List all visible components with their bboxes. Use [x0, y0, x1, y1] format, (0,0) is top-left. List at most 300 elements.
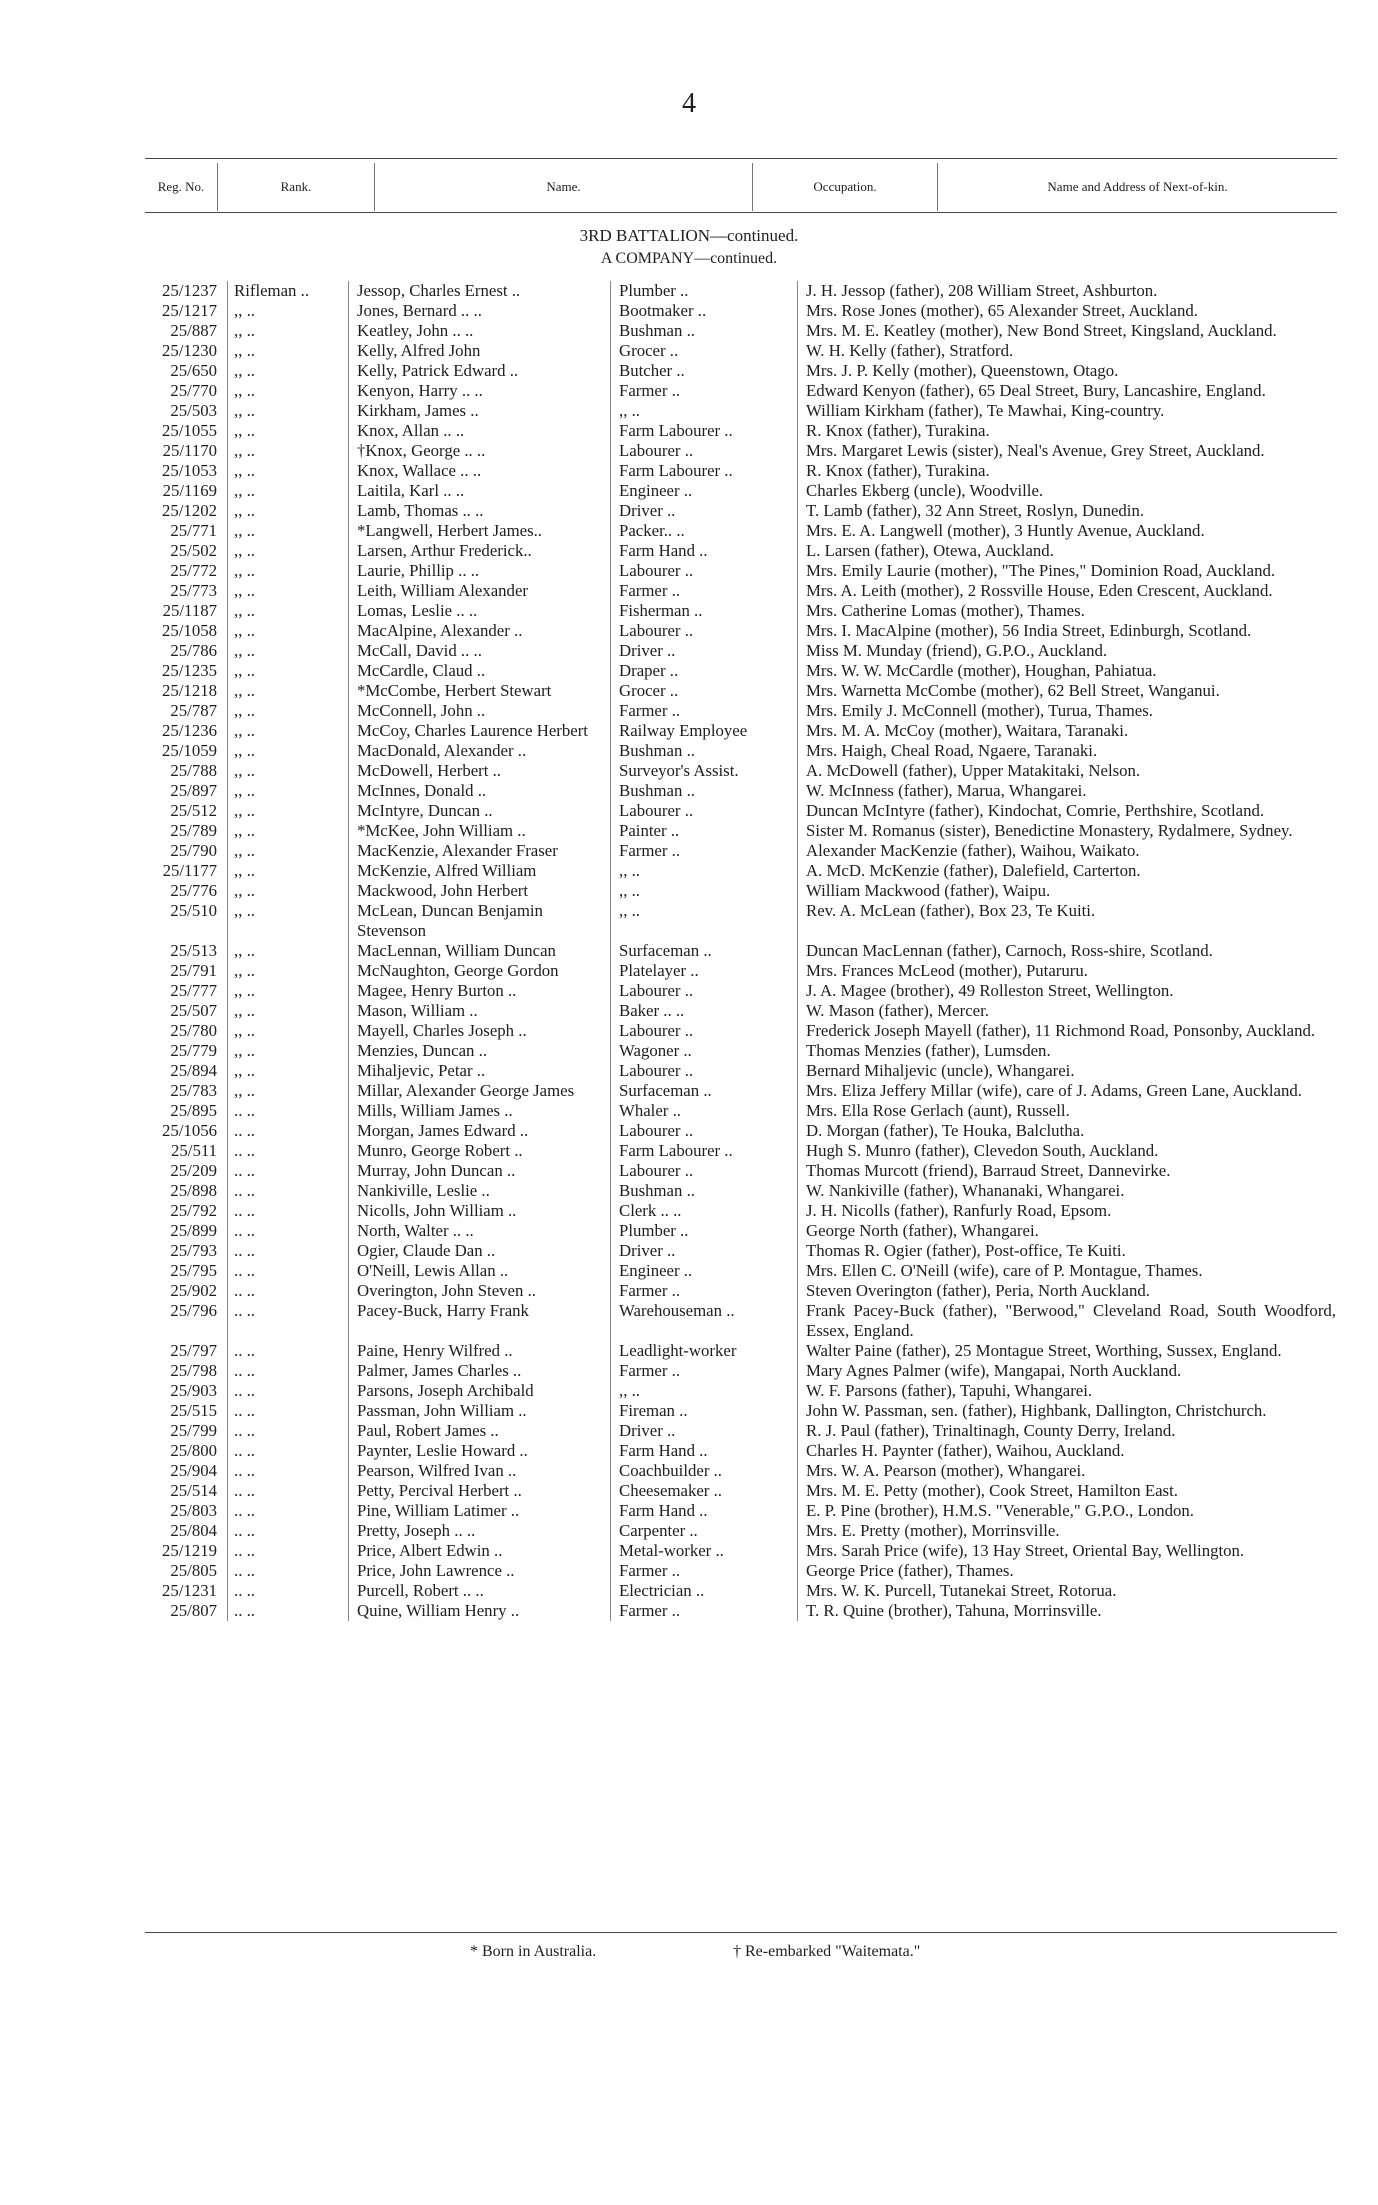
reg-no-cell: 25/894 — [170, 1061, 217, 1080]
next-of-kin-cell: George North (father), Whangarei. — [797, 1221, 1340, 1241]
footer-rule — [145, 1932, 1337, 1933]
reg-no-cell: 25/902 — [170, 1281, 217, 1300]
header-rank: Rank. — [218, 163, 375, 211]
next-of-kin-cell: Edward Kenyon (father), 65 Deal Street, Bury, Lancashire, England. — [797, 381, 1340, 401]
next-of-kin-cell: Mrs. M. A. McCoy (mother), Waitara, Taranaki. — [797, 721, 1340, 741]
reg-no-cell: 25/1235 — [161, 661, 217, 680]
occupation-cell: Farmer .. — [610, 581, 797, 601]
rank-cell: .. .. — [227, 1221, 348, 1241]
rank-cell: ,, .. — [227, 521, 348, 541]
next-of-kin-cell: E. P. Pine (brother), H.M.S. "Venerable," G.P.O., London. — [797, 1501, 1340, 1521]
occupation-cell: Draper .. — [610, 661, 797, 681]
occupation-cell: Bushman .. — [610, 1181, 797, 1201]
occupation-cell: Fireman .. — [610, 1401, 797, 1421]
occupation-cell: ,, .. — [610, 861, 797, 881]
rank-cell: .. .. — [227, 1441, 348, 1461]
rank-cell: ,, .. — [227, 821, 348, 841]
reg-no-cell: 25/1219 — [161, 1541, 217, 1560]
reg-no-cell: 25/779 — [170, 1041, 217, 1060]
header-top-rule — [145, 158, 1337, 159]
reg-no-cell: 25/789 — [170, 821, 217, 840]
table-row — [135, 821, 1340, 841]
name-cell: Leith, William Alexander — [348, 581, 610, 601]
name-cell: Morgan, James Edward .. — [348, 1121, 610, 1141]
reg-no-cell: 25/771 — [170, 521, 217, 540]
table-row — [135, 1541, 1340, 1561]
table-row — [135, 881, 1340, 901]
next-of-kin-cell: Mrs. W. K. Purcell, Tutanekai Street, Rotorua. — [797, 1581, 1340, 1601]
table-row — [135, 1361, 1340, 1381]
table-row — [135, 1561, 1340, 1581]
occupation-cell: Farm Labourer .. — [610, 461, 797, 481]
rank-cell: ,, .. — [227, 901, 348, 941]
name-cell: Mackwood, John Herbert — [348, 881, 610, 901]
next-of-kin-cell: W. McInness (father), Marua, Whangarei. — [797, 781, 1340, 801]
rank-cell: .. .. — [227, 1241, 348, 1261]
next-of-kin-cell: William Mackwood (father), Waipu. — [797, 881, 1340, 901]
occupation-cell: Farmer .. — [610, 1361, 797, 1381]
table-row — [135, 941, 1340, 961]
occupation-cell: Farm Hand .. — [610, 1441, 797, 1461]
name-cell: Quine, William Henry .. — [348, 1601, 610, 1621]
next-of-kin-cell: Rev. A. McLean (father), Box 23, Te Kuiti. — [797, 901, 1340, 941]
name-cell: North, Walter .. .. — [348, 1221, 610, 1241]
name-cell: Jones, Bernard .. .. — [348, 301, 610, 321]
name-cell: Mills, William James .. — [348, 1101, 610, 1121]
table-row — [135, 1421, 1340, 1441]
rank-cell: ,, .. — [227, 661, 348, 681]
reg-no-cell: 25/514 — [170, 1481, 217, 1500]
reg-no-cell: 25/513 — [170, 941, 217, 960]
rank-cell: ,, .. — [227, 641, 348, 661]
next-of-kin-cell: Frank Pacey-Buck (father), "Berwood," Cleveland Road, South Woodford, Essex, England. — [797, 1301, 1340, 1341]
rank-cell: ,, .. — [227, 861, 348, 881]
reg-no-cell: 25/510 — [170, 901, 217, 920]
reg-no-cell: 25/797 — [170, 1341, 217, 1360]
occupation-cell: Farm Hand .. — [610, 1501, 797, 1521]
reg-no-cell: 25/783 — [170, 1081, 217, 1100]
next-of-kin-cell: R. Knox (father), Turakina. — [797, 421, 1340, 441]
occupation-cell: Platelayer .. — [610, 961, 797, 981]
next-of-kin-cell: Thomas Menzies (father), Lumsden. — [797, 1041, 1340, 1061]
occupation-cell: Farmer .. — [610, 381, 797, 401]
reg-no-cell: 25/895 — [170, 1101, 217, 1120]
table-row — [135, 341, 1340, 361]
header-name: Name. — [375, 163, 753, 211]
name-cell: MacDonald, Alexander .. — [348, 741, 610, 761]
name-cell: Passman, John William .. — [348, 1401, 610, 1421]
occupation-cell: Surfaceman .. — [610, 941, 797, 961]
next-of-kin-cell: Mrs. Emily Laurie (mother), "The Pines," Dominion Road, Auckland. — [797, 561, 1340, 581]
company-heading: A COMPANY—continued. — [600, 250, 778, 267]
reg-no-cell: 25/1053 — [161, 461, 217, 480]
occupation-cell: Farm Labourer .. — [610, 1141, 797, 1161]
table-row — [135, 1401, 1340, 1421]
table-row — [135, 541, 1340, 561]
rank-cell: .. .. — [227, 1381, 348, 1401]
occupation-cell: Metal-worker .. — [610, 1541, 797, 1561]
header-bottom-rule — [145, 212, 1337, 213]
occupation-cell: Labourer .. — [610, 1061, 797, 1081]
table-row — [135, 1081, 1340, 1101]
occupation-cell: Plumber .. — [610, 1221, 797, 1241]
table-row — [135, 281, 1340, 301]
occupation-cell: Fisherman .. — [610, 601, 797, 621]
reg-no-cell: 25/897 — [170, 781, 217, 800]
name-cell: Pearson, Wilfred Ivan .. — [348, 1461, 610, 1481]
table-row — [135, 1241, 1340, 1261]
name-cell: McNaughton, George Gordon — [348, 961, 610, 981]
occupation-cell: Surveyor's Assist. — [610, 761, 797, 781]
rank-cell: .. .. — [227, 1481, 348, 1501]
next-of-kin-cell: Frederick Joseph Mayell (father), 11 Richmond Road, Ponsonby, Auckland. — [797, 1021, 1340, 1041]
table-row — [135, 661, 1340, 681]
table-row — [135, 561, 1340, 581]
rank-cell: ,, .. — [227, 1041, 348, 1061]
reg-no-cell: 25/1058 — [161, 621, 217, 640]
rank-cell: ,, .. — [227, 621, 348, 641]
next-of-kin-cell: Mrs. E. Pretty (mother), Morrinsville. — [797, 1521, 1340, 1541]
occupation-cell: Wagoner .. — [610, 1041, 797, 1061]
rank-cell: .. .. — [227, 1301, 348, 1341]
rank-cell: Rifleman .. — [227, 281, 348, 301]
name-cell: Price, John Lawrence .. — [348, 1561, 610, 1581]
next-of-kin-cell: Mrs. Eliza Jeffery Millar (wife), care of J. Adams, Green Lane, Auckland. — [797, 1081, 1340, 1101]
reg-no-cell: 25/799 — [170, 1421, 217, 1440]
occupation-cell: Driver .. — [610, 1241, 797, 1261]
name-cell: Munro, George Robert .. — [348, 1141, 610, 1161]
next-of-kin-cell: W. H. Kelly (father), Stratford. — [797, 341, 1340, 361]
next-of-kin-cell: Mrs. Ellen C. O'Neill (wife), care of P. Montague, Thames. — [797, 1261, 1340, 1281]
occupation-cell: ,, .. — [610, 901, 797, 941]
rank-cell: .. .. — [227, 1161, 348, 1181]
table-row — [135, 1341, 1340, 1361]
table-row — [135, 1121, 1340, 1141]
table-row — [135, 781, 1340, 801]
next-of-kin-cell: W. Nankiville (father), Whananaki, Whangarei. — [797, 1181, 1340, 1201]
reg-no-cell: 25/773 — [170, 581, 217, 600]
next-of-kin-cell: W. Mason (father), Mercer. — [797, 1001, 1340, 1021]
reg-no-cell: 25/904 — [170, 1461, 217, 1480]
table-row — [135, 1281, 1340, 1301]
table-row — [135, 1181, 1340, 1201]
reg-no-cell: 25/786 — [170, 641, 217, 660]
occupation-cell: Plumber .. — [610, 281, 797, 301]
occupation-cell: Bushman .. — [610, 321, 797, 341]
table-row — [135, 521, 1340, 541]
occupation-cell: ,, .. — [610, 881, 797, 901]
occupation-cell: ,, .. — [610, 1381, 797, 1401]
reg-no-cell: 25/803 — [170, 1501, 217, 1520]
name-cell: Kenyon, Harry .. .. — [348, 381, 610, 401]
next-of-kin-cell: Mrs. Sarah Price (wife), 13 Hay Street, Oriental Bay, Wellington. — [797, 1541, 1340, 1561]
next-of-kin-cell: J. H. Jessop (father), 208 William Street, Ashburton. — [797, 281, 1340, 301]
name-cell: Kirkham, James .. — [348, 401, 610, 421]
name-cell: Kelly, Patrick Edward .. — [348, 361, 610, 381]
reg-no-cell: 25/770 — [170, 381, 217, 400]
rank-cell: ,, .. — [227, 1001, 348, 1021]
reg-no-cell: 25/503 — [170, 401, 217, 420]
rank-cell: ,, .. — [227, 361, 348, 381]
rank-cell: ,, .. — [227, 501, 348, 521]
occupation-cell: Electrician .. — [610, 1581, 797, 1601]
table-row — [135, 1461, 1340, 1481]
table-row — [135, 721, 1340, 741]
next-of-kin-cell: R. J. Paul (father), Trinaltinagh, County Derry, Ireland. — [797, 1421, 1340, 1441]
table-row — [135, 321, 1340, 341]
reg-no-cell: 25/798 — [170, 1361, 217, 1380]
name-cell: *McCombe, Herbert Stewart — [348, 681, 610, 701]
page-number: 4 — [682, 88, 696, 119]
rank-cell: .. .. — [227, 1141, 348, 1161]
rank-cell: ,, .. — [227, 421, 348, 441]
rank-cell: ,, .. — [227, 981, 348, 1001]
table-row — [135, 1061, 1340, 1081]
reg-no-cell: 25/1236 — [161, 721, 217, 740]
rank-cell: .. .. — [227, 1401, 348, 1421]
next-of-kin-cell: T. Lamb (father), 32 Ann Street, Roslyn, Dunedin. — [797, 501, 1340, 521]
next-of-kin-cell: Mrs. Emily J. McConnell (mother), Turua, Thames. — [797, 701, 1340, 721]
name-cell: MacLennan, William Duncan — [348, 941, 610, 961]
next-of-kin-cell: Walter Paine (father), 25 Montague Street, Worthing, Sussex, England. — [797, 1341, 1340, 1361]
reg-no-cell: 25/898 — [170, 1181, 217, 1200]
table-row — [135, 1261, 1340, 1281]
name-cell: Pretty, Joseph .. .. — [348, 1521, 610, 1541]
reg-no-cell: 25/800 — [170, 1441, 217, 1460]
reg-no-cell: 25/796 — [170, 1301, 217, 1320]
occupation-cell: Labourer .. — [610, 441, 797, 461]
rank-cell: ,, .. — [227, 601, 348, 621]
reg-no-cell: 25/790 — [170, 841, 217, 860]
name-cell: Petty, Percival Herbert .. — [348, 1481, 610, 1501]
occupation-cell: Carpenter .. — [610, 1521, 797, 1541]
next-of-kin-cell: Mrs. A. Leith (mother), 2 Rossville House, Eden Crescent, Auckland. — [797, 581, 1340, 601]
reg-no-cell: 25/772 — [170, 561, 217, 580]
reg-no-cell: 25/903 — [170, 1381, 217, 1400]
rank-cell: ,, .. — [227, 381, 348, 401]
rank-cell: ,, .. — [227, 461, 348, 481]
next-of-kin-cell: W. F. Parsons (father), Tapuhi, Whangarei. — [797, 1381, 1340, 1401]
reg-no-cell: 25/1055 — [161, 421, 217, 440]
battalion-heading: 3RD BATTALION—continued. — [579, 226, 799, 245]
rank-cell: ,, .. — [227, 321, 348, 341]
name-cell: Mayell, Charles Joseph .. — [348, 1021, 610, 1041]
table-row — [135, 441, 1340, 461]
table-row — [135, 1141, 1340, 1161]
name-cell: Menzies, Duncan .. — [348, 1041, 610, 1061]
next-of-kin-cell: Alexander MacKenzie (father), Waihou, Waikato. — [797, 841, 1340, 861]
name-cell: McIntyre, Duncan .. — [348, 801, 610, 821]
name-cell: Price, Albert Edwin .. — [348, 1541, 610, 1561]
next-of-kin-cell: Hugh S. Munro (father), Clevedon South, Auckland. — [797, 1141, 1340, 1161]
table-row — [135, 801, 1340, 821]
rank-cell: ,, .. — [227, 401, 348, 421]
occupation-cell: Engineer .. — [610, 481, 797, 501]
occupation-cell: Labourer .. — [610, 561, 797, 581]
rank-cell: .. .. — [227, 1341, 348, 1361]
table-row — [135, 761, 1340, 781]
name-cell: McConnell, John .. — [348, 701, 610, 721]
rank-cell: .. .. — [227, 1461, 348, 1481]
name-cell: Paine, Henry Wilfred .. — [348, 1341, 610, 1361]
name-cell: Magee, Henry Burton .. — [348, 981, 610, 1001]
occupation-cell: Coachbuilder .. — [610, 1461, 797, 1481]
next-of-kin-cell: Mrs. J. P. Kelly (mother), Queenstown, Otago. — [797, 361, 1340, 381]
next-of-kin-cell: A. McDowell (father), Upper Matakitaki, Nelson. — [797, 761, 1340, 781]
rank-cell: ,, .. — [227, 721, 348, 741]
next-of-kin-cell: Mrs. Warnetta McCombe (mother), 62 Bell Street, Wanganui. — [797, 681, 1340, 701]
name-cell: Mason, William .. — [348, 1001, 610, 1021]
rank-cell: .. .. — [227, 1121, 348, 1141]
rank-cell: ,, .. — [227, 441, 348, 461]
next-of-kin-cell: D. Morgan (father), Te Houka, Balclutha. — [797, 1121, 1340, 1141]
next-of-kin-cell: Steven Overington (father), Peria, North Auckland. — [797, 1281, 1340, 1301]
rank-cell: ,, .. — [227, 801, 348, 821]
name-cell: Murray, John Duncan .. — [348, 1161, 610, 1181]
table-row — [135, 1161, 1340, 1181]
rank-cell: .. .. — [227, 1521, 348, 1541]
next-of-kin-cell: Mrs. Catherine Lomas (mother), Thames. — [797, 601, 1340, 621]
rank-cell: .. .. — [227, 1281, 348, 1301]
name-cell: Palmer, James Charles .. — [348, 1361, 610, 1381]
table-row — [135, 1441, 1340, 1461]
next-of-kin-cell: Thomas R. Ogier (father), Post-office, Te Kuiti. — [797, 1241, 1340, 1261]
occupation-cell: Cheesemaker .. — [610, 1481, 797, 1501]
occupation-cell: Butcher .. — [610, 361, 797, 381]
name-cell: Pine, William Latimer .. — [348, 1501, 610, 1521]
table-row — [135, 601, 1340, 621]
rank-cell: ,, .. — [227, 561, 348, 581]
rank-cell: ,, .. — [227, 701, 348, 721]
reg-no-cell: 25/1056 — [161, 1121, 217, 1140]
table-row — [135, 981, 1340, 1001]
table-row — [135, 401, 1340, 421]
occupation-cell: Farm Labourer .. — [610, 421, 797, 441]
rank-cell: ,, .. — [227, 541, 348, 561]
name-cell: O'Neill, Lewis Allan .. — [348, 1261, 610, 1281]
name-cell: McCoy, Charles Laurence Herbert — [348, 721, 610, 741]
table-row — [135, 741, 1340, 761]
next-of-kin-cell: Duncan MacLennan (father), Carnoch, Ross-shire, Scotland. — [797, 941, 1340, 961]
name-cell: Lamb, Thomas .. .. — [348, 501, 610, 521]
table-row — [135, 1001, 1340, 1021]
rank-cell: ,, .. — [227, 841, 348, 861]
rank-cell: .. .. — [227, 1181, 348, 1201]
header-next-of-kin: Name and Address of Next-of-kin. — [1047, 179, 1228, 194]
next-of-kin-cell: J. H. Nicolls (father), Ranfurly Road, Epsom. — [797, 1201, 1340, 1221]
table-row — [135, 1021, 1340, 1041]
next-of-kin-cell: Mrs. Rose Jones (mother), 65 Alexander Street, Auckland. — [797, 301, 1340, 321]
occupation-cell: Farmer .. — [610, 701, 797, 721]
occupation-cell: Baker .. .. — [610, 1001, 797, 1021]
rank-cell: ,, .. — [227, 961, 348, 981]
reg-no-cell: 25/1218 — [161, 681, 217, 700]
rank-cell: .. .. — [227, 1201, 348, 1221]
name-cell: Nankiville, Leslie .. — [348, 1181, 610, 1201]
next-of-kin-cell: Mrs. Haigh, Cheal Road, Ngaere, Taranaki. — [797, 741, 1340, 761]
rank-cell: ,, .. — [227, 781, 348, 801]
nominal-roll-table — [135, 281, 1340, 1621]
next-of-kin-cell: Charles H. Paynter (father), Waihou, Auckland. — [797, 1441, 1340, 1461]
occupation-cell: Driver .. — [610, 501, 797, 521]
reg-no-cell: 25/511 — [171, 1141, 217, 1160]
table-row — [135, 1501, 1340, 1521]
reg-no-cell: 25/805 — [170, 1561, 217, 1580]
name-cell: †Knox, George .. .. — [348, 441, 610, 461]
next-of-kin-cell: Duncan McIntyre (father), Kindochat, Comrie, Perthshire, Scotland. — [797, 801, 1340, 821]
rank-cell: ,, .. — [227, 1021, 348, 1041]
occupation-cell: Farm Hand .. — [610, 541, 797, 561]
name-cell: *Langwell, Herbert James.. — [348, 521, 610, 541]
occupation-cell: Driver .. — [610, 641, 797, 661]
reg-no-cell: 25/1169 — [162, 481, 217, 500]
table-row — [135, 1201, 1340, 1221]
occupation-cell: Farmer .. — [610, 1561, 797, 1581]
header-reg-no: Reg. No. — [145, 163, 218, 211]
footnote-re-embarked: † Re-embarked "Waitemata." — [733, 1943, 921, 1960]
rank-cell: ,, .. — [227, 301, 348, 321]
next-of-kin-cell: R. Knox (father), Turakina. — [797, 461, 1340, 481]
table-header — [145, 163, 1337, 211]
table-row — [135, 1301, 1340, 1341]
next-of-kin-cell: Mrs. W. A. Pearson (mother), Whangarei. — [797, 1461, 1340, 1481]
name-cell: Parsons, Joseph Archibald — [348, 1381, 610, 1401]
reg-no-cell: 25/1170 — [162, 441, 217, 460]
reg-no-cell: 25/1059 — [161, 741, 217, 760]
occupation-cell: Driver .. — [610, 1421, 797, 1441]
reg-no-cell: 25/507 — [170, 1001, 217, 1020]
table-row — [135, 421, 1340, 441]
next-of-kin-cell: Mrs. E. A. Langwell (mother), 3 Huntly Avenue, Auckland. — [797, 521, 1340, 541]
reg-no-cell: 25/787 — [170, 701, 217, 720]
table-row — [135, 641, 1340, 661]
header-occupation: Occupation. — [753, 163, 938, 211]
next-of-kin-cell: Mrs. M. E. Keatley (mother), New Bond Street, Kingsland, Auckland. — [797, 321, 1340, 341]
occupation-cell: Leadlight-worker — [610, 1341, 797, 1361]
occupation-cell: ,, .. — [610, 401, 797, 421]
next-of-kin-cell: Mrs. Frances McLeod (mother), Putaruru. — [797, 961, 1340, 981]
reg-no-cell: 25/502 — [170, 541, 217, 560]
reg-no-cell: 25/793 — [170, 1241, 217, 1260]
occupation-cell: Engineer .. — [610, 1261, 797, 1281]
rank-cell: .. .. — [227, 1601, 348, 1621]
table-row — [135, 361, 1340, 381]
next-of-kin-cell: Mrs. Margaret Lewis (sister), Neal's Avenue, Grey Street, Auckland. — [797, 441, 1340, 461]
occupation-cell: Farmer .. — [610, 1281, 797, 1301]
occupation-cell: Warehouseman .. — [610, 1301, 797, 1341]
table-row — [135, 681, 1340, 701]
footnote-born-australia: * Born in Australia. — [470, 1943, 597, 1960]
occupation-cell: Grocer .. — [610, 341, 797, 361]
occupation-cell: Bootmaker .. — [610, 301, 797, 321]
reg-no-cell: 25/1217 — [161, 301, 217, 320]
occupation-cell: Whaler .. — [610, 1101, 797, 1121]
rank-cell: ,, .. — [227, 341, 348, 361]
table-row — [135, 581, 1340, 601]
reg-no-cell: 25/512 — [170, 801, 217, 820]
name-cell: Laurie, Phillip .. .. — [348, 561, 610, 581]
name-cell: Jessop, Charles Ernest .. — [348, 281, 610, 301]
next-of-kin-cell: Bernard Mihaljevic (uncle), Whangarei. — [797, 1061, 1340, 1081]
reg-no-cell: 25/887 — [170, 321, 217, 340]
reg-no-cell: 25/1237 — [161, 281, 217, 300]
occupation-cell: Labourer .. — [610, 1161, 797, 1181]
name-cell: Purcell, Robert .. .. — [348, 1581, 610, 1601]
name-cell: Lomas, Leslie .. .. — [348, 601, 610, 621]
reg-no-cell: 25/777 — [170, 981, 217, 1000]
rank-cell: .. .. — [227, 1261, 348, 1281]
reg-no-cell: 25/788 — [170, 761, 217, 780]
